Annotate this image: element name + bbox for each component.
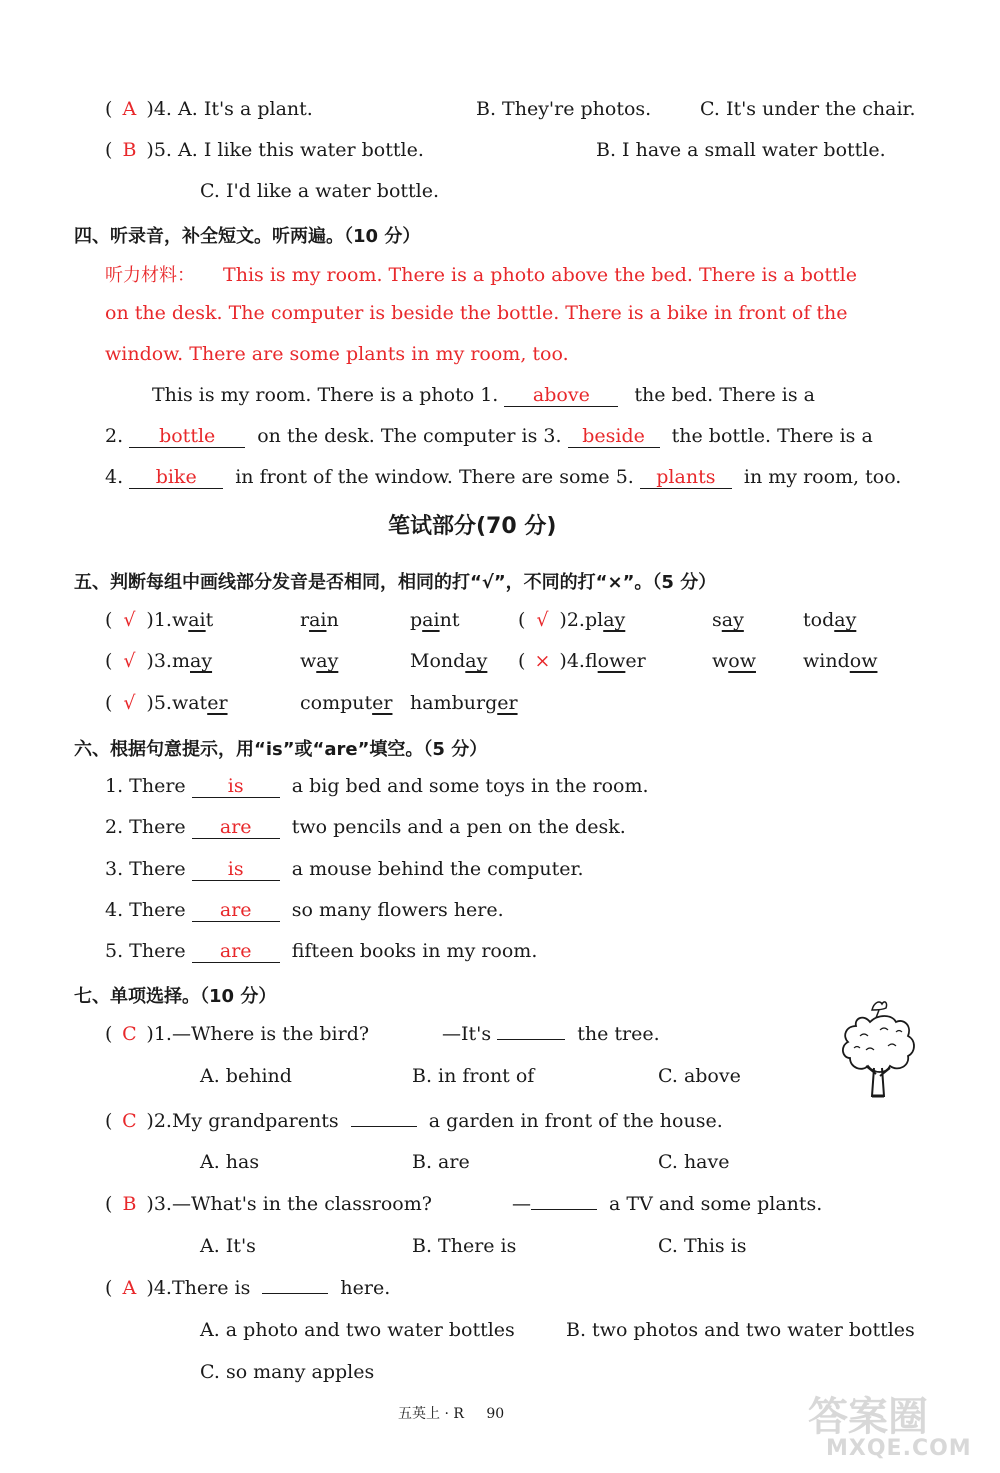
phonics-item: ( √ )3.may bbox=[105, 650, 213, 672]
option-a: A. a photo and two water bottles bbox=[200, 1319, 515, 1341]
check-mark: √ bbox=[123, 692, 136, 714]
option-b: B. are bbox=[412, 1151, 470, 1173]
answer-blank: beside bbox=[568, 425, 660, 448]
answer-blank: bottle bbox=[129, 425, 245, 448]
mc-question-5: ( B )5. A. I like this water bottle. bbox=[105, 139, 424, 161]
option-c: C. This is bbox=[658, 1235, 747, 1257]
fill-item: 2. There are two pencils and a pen on the desk. bbox=[105, 816, 626, 838]
page-footer bbox=[398, 1403, 504, 1423]
section-4-heading: 四、听录音，补全短文。听两遍。（10 分） bbox=[74, 226, 421, 247]
phonics-item: ( √ )2.play bbox=[518, 609, 626, 631]
phonics-word: window bbox=[803, 650, 878, 672]
answer-mark: B bbox=[122, 1193, 137, 1215]
option-a: A. It's bbox=[200, 1235, 256, 1257]
option-b: B. two photos and two water bottles bbox=[566, 1319, 915, 1341]
book-label: 五英上 · R bbox=[398, 1406, 464, 1422]
mc-question-4: ( A )4. A. It's a plant. bbox=[105, 98, 313, 120]
answer-blank: are bbox=[192, 816, 280, 839]
fill-item: 1. There is a big bed and some toys in the room. bbox=[105, 775, 649, 797]
phonics-word: today bbox=[803, 609, 857, 631]
answer-blank: bike bbox=[129, 466, 223, 489]
fill-item: 5. There are fifteen books in my room. bbox=[105, 940, 538, 962]
option-c: C. above bbox=[658, 1065, 741, 1087]
blank-line bbox=[531, 1209, 597, 1210]
fill-item: 3. There is a mouse behind the computer. bbox=[105, 858, 584, 880]
mc-question-4: ( A )4.There is here. bbox=[105, 1277, 391, 1299]
listening-material-line: on the desk. The computer is beside the bottle. There is a bike in front of the bbox=[105, 302, 848, 324]
written-part-title: 笔试部分(70 分) bbox=[388, 514, 557, 539]
listening-material-label: 听力材料： bbox=[105, 265, 195, 286]
phonics-item: ( √ )1.wait bbox=[105, 609, 214, 631]
phonics-word: rain bbox=[300, 609, 339, 631]
cross-mark: × bbox=[534, 650, 551, 672]
section-7-heading: 七、单项选择。（10 分） bbox=[74, 986, 277, 1007]
blank-line bbox=[351, 1126, 417, 1127]
mc-question-1-stem: —It's the tree. bbox=[442, 1023, 660, 1045]
option-a: A. behind bbox=[200, 1065, 292, 1087]
answer-mark: B bbox=[122, 139, 137, 161]
tree-with-bird-illustration bbox=[836, 996, 920, 1102]
phonics-word: hamburger bbox=[410, 692, 518, 714]
option-c: C. so many apples bbox=[200, 1361, 375, 1383]
watermark-logo: 答案圈 bbox=[808, 1394, 928, 1440]
watermark-url: MXQE.COM bbox=[826, 1436, 972, 1461]
option-c: C. I'd like a water bottle. bbox=[200, 180, 440, 202]
fill-paragraph-line: This is my room. There is a photo 1. above the bed. There is a bbox=[152, 384, 815, 406]
answer-blank: are bbox=[192, 899, 280, 922]
option-b: B. There is bbox=[412, 1235, 517, 1257]
option-c: C. It's under the chair. bbox=[700, 98, 916, 120]
option-b: B. I have a small water bottle. bbox=[596, 139, 886, 161]
phonics-item: ( × )4.flower bbox=[518, 650, 646, 672]
option-b: B. They're photos. bbox=[476, 98, 652, 120]
phonics-word: computer bbox=[300, 692, 393, 714]
option-b: B. in front of bbox=[412, 1065, 535, 1087]
answer-blank: is bbox=[192, 775, 280, 798]
check-mark: √ bbox=[536, 609, 549, 631]
answer-blank: are bbox=[192, 940, 280, 963]
blank-line bbox=[262, 1293, 328, 1294]
section-5-heading: 五、判断每组中画线部分发音是否相同，相同的打“√”，不同的打“×”。（5 分） bbox=[74, 572, 717, 593]
mc-question-3-stem: — a TV and some plants. bbox=[512, 1193, 823, 1215]
phonics-word: say bbox=[712, 609, 744, 631]
blank-line bbox=[497, 1039, 565, 1040]
section-6-heading: 六、根据句意提示，用“is”或“are”填空。（5 分） bbox=[74, 739, 488, 760]
answer-mark: A bbox=[122, 98, 137, 120]
listening-material-line: 听力材料： This is my room. There is a photo above the bed. There is a bottle bbox=[105, 264, 857, 286]
fill-paragraph-line: 4. bike in front of the window. There are some 5. plants in my room, too. bbox=[105, 466, 902, 488]
answer-mark: A bbox=[122, 1277, 137, 1299]
option-a: A. has bbox=[200, 1151, 260, 1173]
phonics-word: paint bbox=[410, 609, 460, 631]
listening-material-line: window. There are some plants in my room, too. bbox=[105, 343, 569, 365]
check-mark: √ bbox=[123, 609, 136, 631]
answer-mark: C bbox=[122, 1023, 137, 1045]
fill-paragraph-line: 2. bottle on the desk. The computer is 3. beside the bottle. There is a bbox=[105, 425, 873, 447]
mc-question-3: ( B )3.—What's in the classroom? bbox=[105, 1193, 432, 1215]
answer-blank: plants bbox=[640, 466, 732, 489]
phonics-word: Monday bbox=[410, 650, 488, 672]
mc-question-1: ( C )1.—Where is the bird? bbox=[105, 1023, 370, 1045]
mc-question-2: ( C )2.My grandparents a garden in front of the house. bbox=[105, 1110, 723, 1132]
phonics-word: way bbox=[300, 650, 339, 672]
phonics-word: wow bbox=[712, 650, 756, 672]
page-number: 90 bbox=[486, 1406, 505, 1422]
answer-blank: above bbox=[504, 384, 618, 407]
phonics-item: ( √ )5.water bbox=[105, 692, 228, 714]
option-c: C. have bbox=[658, 1151, 730, 1173]
check-mark: √ bbox=[123, 650, 136, 672]
fill-item: 4. There are so many flowers here. bbox=[105, 899, 504, 921]
answer-mark: C bbox=[122, 1110, 137, 1132]
answer-blank: is bbox=[192, 858, 280, 881]
